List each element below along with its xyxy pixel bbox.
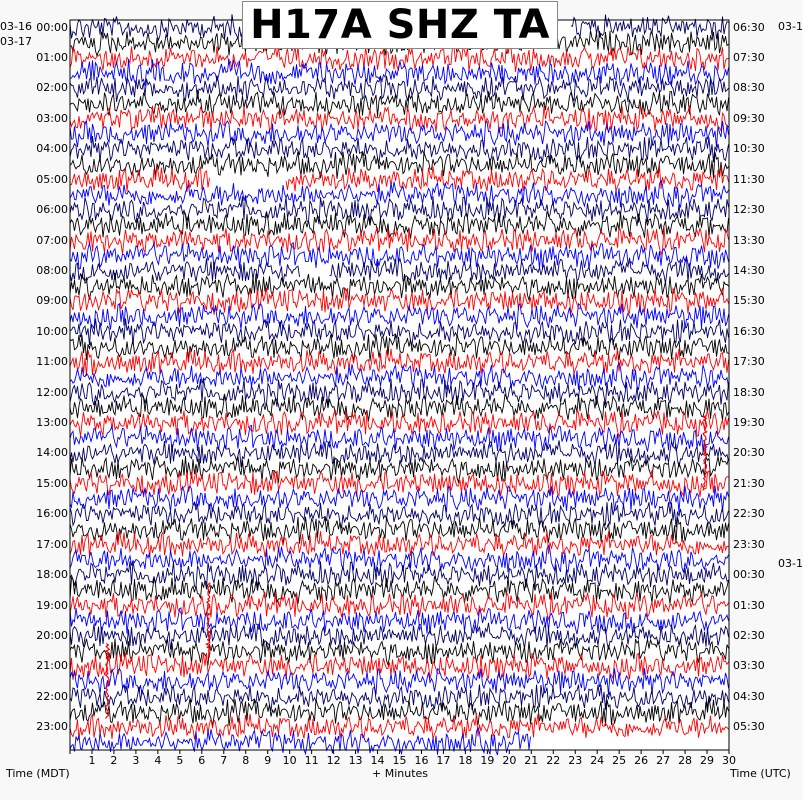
x-tick-label: 26 [634, 754, 649, 767]
x-tick-label: 9 [264, 754, 272, 767]
x-tick-label: 25 [612, 754, 627, 767]
right-hour-label: 21:30 [733, 476, 765, 490]
left-hour-label: 14:00 [36, 446, 68, 460]
x-tick-label: 15 [392, 754, 407, 767]
x-tick-label: 19 [480, 754, 495, 767]
right-hour-label: 18:30 [733, 385, 765, 399]
right-hour-label: 17:30 [733, 355, 765, 369]
right-hour-label: 16:30 [733, 324, 765, 338]
left-date-start: 03-17 [0, 35, 32, 48]
plot-area [70, 20, 729, 750]
x-tick-label: 17 [436, 754, 451, 767]
left-hour-label: 15:00 [36, 476, 68, 490]
left-hour-label: 05:00 [36, 172, 68, 186]
left-hour-label: 00:00 [36, 20, 68, 34]
left-hour-label: 09:00 [36, 294, 68, 308]
x-tick-label: 12 [326, 754, 341, 767]
left-hour-label: 02:00 [36, 81, 68, 95]
left-hour-label: 04:00 [36, 142, 68, 156]
x-tick-label: 18 [458, 754, 473, 767]
x-tick-label: 28 [678, 754, 693, 767]
left-hour-label: 18:00 [36, 568, 68, 582]
left-hour-label: 12:00 [36, 385, 68, 399]
right-hour-label: 19:30 [733, 416, 765, 430]
right-hour-label: 02:30 [733, 628, 765, 642]
x-tick-label: 7 [220, 754, 228, 767]
x-tick-label: 10 [282, 754, 297, 767]
right-hour-label: 14:30 [733, 263, 765, 277]
right-axis-label: Time (UTC) [730, 767, 791, 780]
x-tick-label: 16 [414, 754, 429, 767]
right-hour-label: 00:30 [733, 568, 765, 582]
x-tick-label: 29 [700, 754, 715, 767]
x-tick-label: 5 [176, 754, 184, 767]
right-hour-label: 12:30 [733, 203, 765, 217]
left-hour-label: 21:00 [36, 659, 68, 673]
left-date-top: 03-16 [0, 20, 32, 33]
right-hour-label: 23:30 [733, 537, 765, 551]
right-hour-label: 13:30 [733, 233, 765, 247]
right-hour-label: 03:30 [733, 659, 765, 673]
x-tick-label: 2 [110, 754, 118, 767]
right-hour-label: 11:30 [733, 172, 765, 186]
x-tick-label: 6 [198, 754, 206, 767]
left-hour-label: 03:00 [36, 111, 68, 125]
right-hour-label: 04:30 [733, 689, 765, 703]
x-tick-label: 14 [370, 754, 385, 767]
left-hour-label: 19:00 [36, 598, 68, 612]
right-hour-label: 20:30 [733, 446, 765, 460]
x-tick-label: 13 [348, 754, 363, 767]
right-hour-label: 08:30 [733, 81, 765, 95]
left-axis-label: Time (MDT) [6, 767, 70, 780]
left-hour-label: 11:00 [36, 355, 68, 369]
x-tick-label: 27 [656, 754, 671, 767]
bottom-axis-label: + Minutes [372, 767, 429, 780]
left-hour-label: 20:00 [36, 628, 68, 642]
right-hour-label: 07:30 [733, 51, 765, 65]
x-tick-label: 4 [154, 754, 162, 767]
right-date-top: 03-1 [778, 20, 803, 33]
left-hour-label: 08:00 [36, 263, 68, 277]
x-tick-label: 22 [546, 754, 561, 767]
x-tick-label: 23 [568, 754, 583, 767]
x-tick-label: 8 [242, 754, 250, 767]
left-hour-label: 01:00 [36, 51, 68, 65]
right-hour-label: 06:30 [733, 20, 765, 34]
left-hour-label: 07:00 [36, 233, 68, 247]
x-tick-label: 20 [502, 754, 517, 767]
x-tick-label: 24 [590, 754, 605, 767]
right-hour-label: 15:30 [733, 294, 765, 308]
left-hour-label: 22:00 [36, 689, 68, 703]
x-tick-label: 30 [722, 754, 736, 767]
left-hour-label: 06:00 [36, 203, 68, 217]
x-tick-label: 3 [132, 754, 140, 767]
x-tick-label: 11 [304, 754, 319, 767]
right-hour-label: 01:30 [733, 598, 765, 612]
right-hour-label: 22:30 [733, 507, 765, 521]
left-hour-label: 10:00 [36, 324, 68, 338]
x-tick-label: 21 [524, 754, 539, 767]
left-hour-label: 13:00 [36, 416, 68, 430]
right-hour-label: 10:30 [733, 142, 765, 156]
left-hour-label: 16:00 [36, 507, 68, 521]
left-hour-label: 23:00 [36, 720, 68, 734]
x-tick-label: 1 [88, 754, 96, 767]
chart-title: H17A SHZ TA [242, 1, 558, 49]
left-hour-label: 17:00 [36, 537, 68, 551]
right-hour-label: 09:30 [733, 111, 765, 125]
right-date-mid: 03-1 [778, 557, 803, 570]
right-hour-label: 05:30 [733, 720, 765, 734]
